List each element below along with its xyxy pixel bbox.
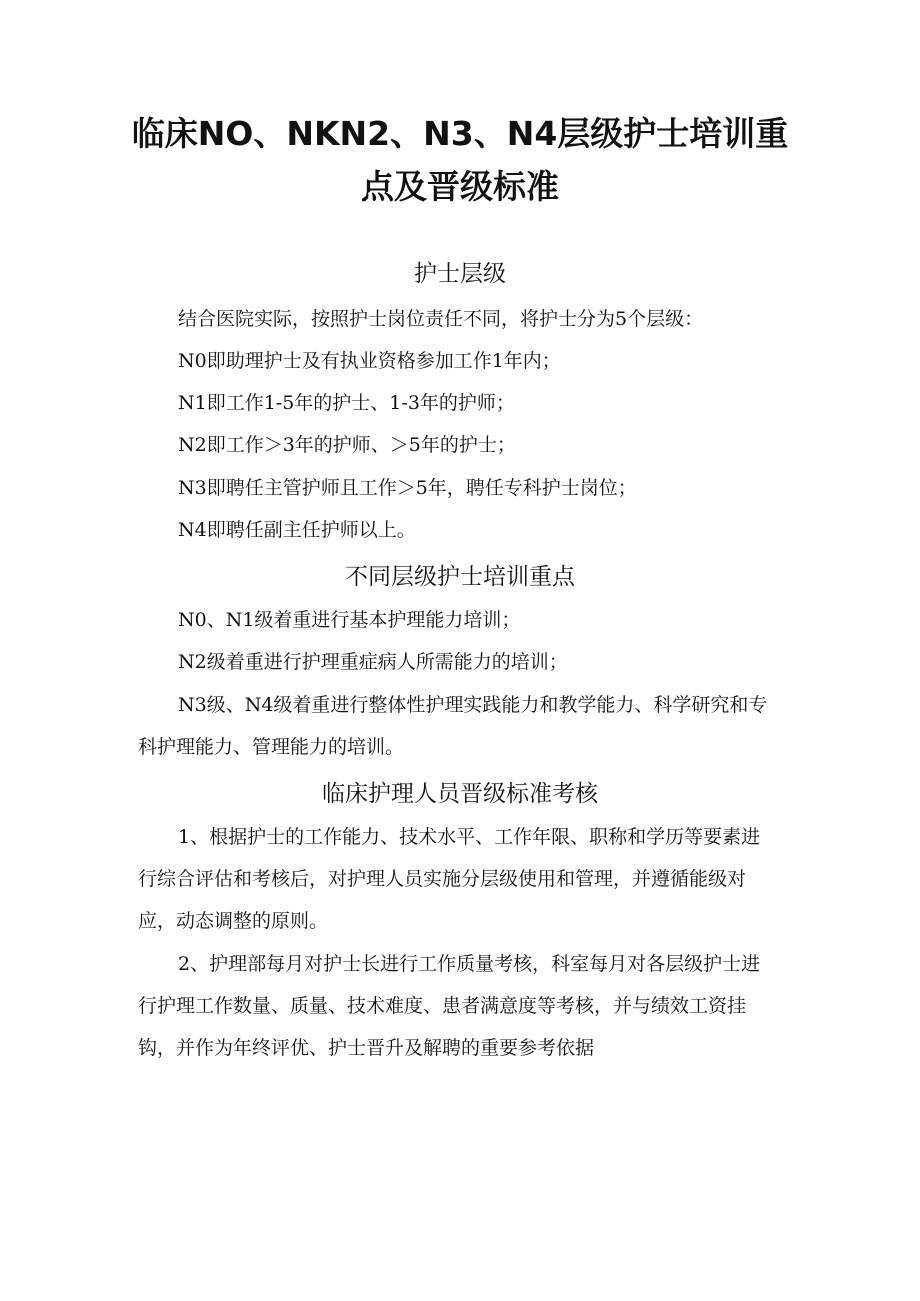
paragraph-line: 1、根据护士的工作能力、技术水平、工作年限、职称和学历等要素进 xyxy=(178,826,761,848)
paragraph-line: 钩，并作为年终评优、护士晋升及解聘的重要参考依据 xyxy=(138,1037,595,1059)
paragraph-line: N4即聘任副主任护师以上。 xyxy=(178,519,416,541)
paragraph-line: N1即工作1-5年的护士、1-3年的护师； xyxy=(178,392,515,414)
paragraph-line: N0、N1级着重进行基本护理能力培训； xyxy=(178,609,521,631)
paragraph-line: N0即助理护士及有执业资格参加工作1年内； xyxy=(178,350,561,372)
section-heading-training-focus: 不同层级护士培训重点 xyxy=(345,564,575,590)
paragraph-line: N3级、N4级着重进行整体性护理实践能力和教学能力、科学研究和专 xyxy=(178,694,768,716)
paragraph-line: N2即工作＞3年的护师、＞5年的护士； xyxy=(178,434,516,456)
section-heading-nurse-levels: 护士层级 xyxy=(414,261,506,287)
paragraph-line: N2级着重进行护理重症病人所需能力的培训； xyxy=(178,651,568,673)
paragraph-line: 科护理能力、管理能力的培训。 xyxy=(138,736,405,758)
paragraph-line: 行综合评估和考核后，对护理人员实施分层级使用和管理，并遵循能级对 xyxy=(138,868,747,890)
paragraph-line: N3即聘任主管护师且工作＞5年，聘任专科护士岗位； xyxy=(178,477,637,499)
document-title-line-2: 点及晋级标准 xyxy=(361,167,559,206)
paragraph-line: 结合医院实际，按照护士岗位责任不同，将护士分为5个层级： xyxy=(178,308,704,330)
paragraph-line: 2、护理部每月对护士长进行工作质量考核，科室每月对各层级护士进 xyxy=(178,953,761,975)
document-title-line-1: 临床NO、NKN2、N3、N4层级护士培训重 xyxy=(131,114,789,153)
paragraph-line: 应，动态调整的原则。 xyxy=(138,910,329,932)
section-heading-promotion-assessment: 临床护理人员晋级标准考核 xyxy=(322,781,598,807)
paragraph-line: 行护理工作数量、质量、技术难度、患者满意度等考核，并与绩效工资挂 xyxy=(138,995,747,1017)
